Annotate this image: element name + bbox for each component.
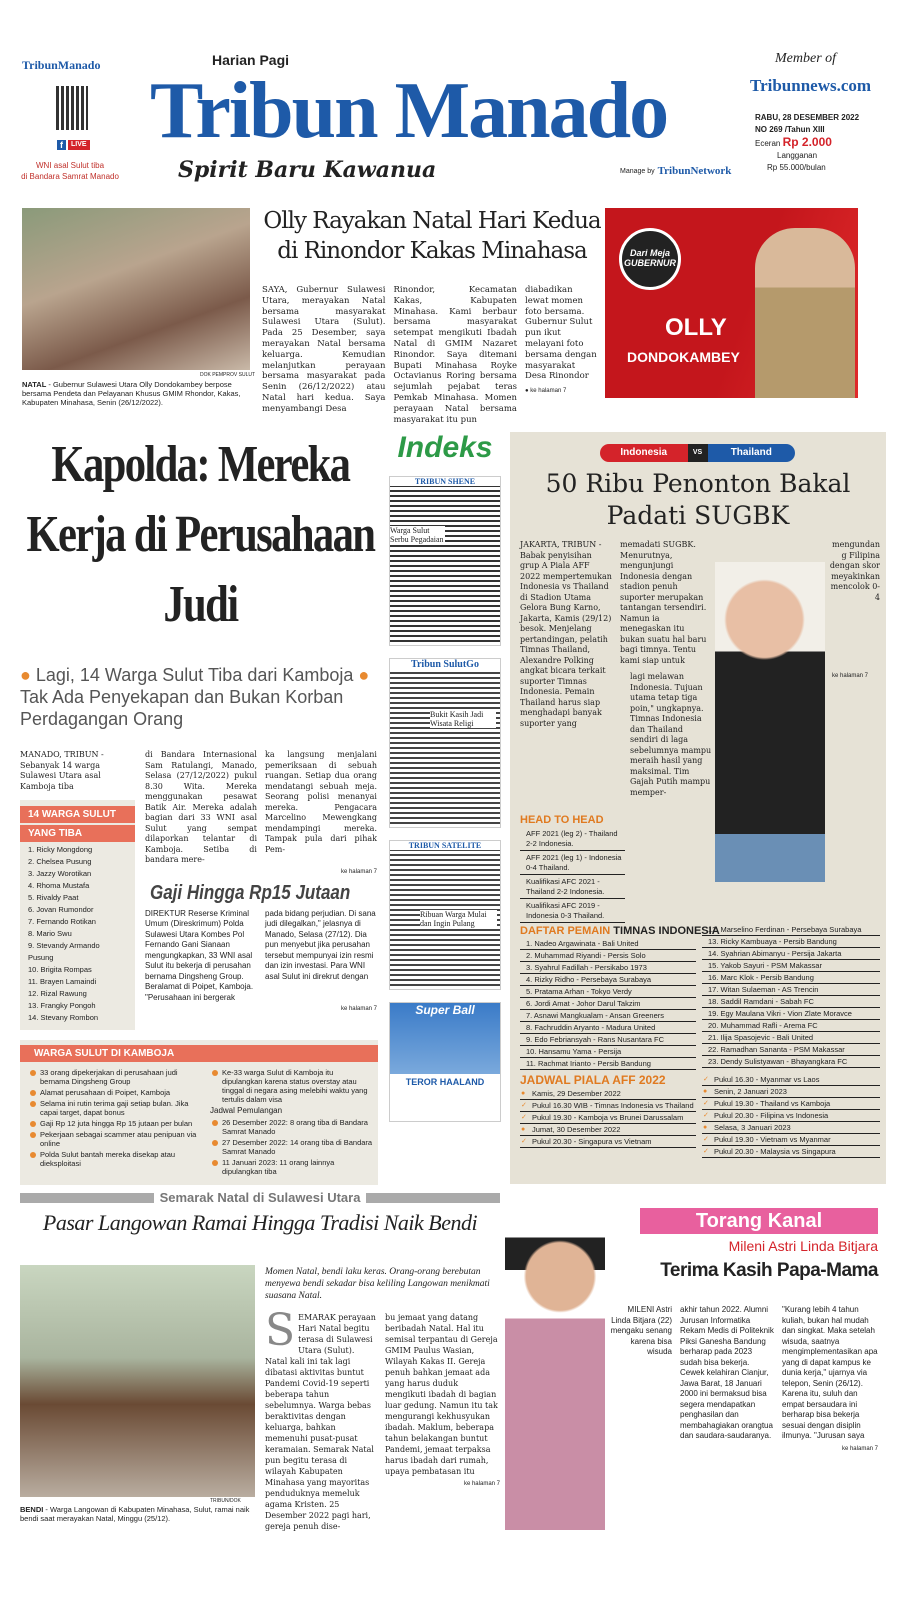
- schedule-match: [702, 1074, 880, 1086]
- schedule-item: 27 Desember 2022: 14 orang tiba di Bandara Samrat Manado: [210, 1138, 374, 1156]
- arrival-name: 5. Rivaldy Paat: [28, 893, 79, 902]
- kapolda-headline[interactable]: Kapolda: Mereka Kerja di Perusahaan Judi: [26, 436, 375, 633]
- indeks-column: [385, 430, 505, 1180]
- schedule-day: [520, 1124, 696, 1136]
- index-page-thumb[interactable]: [389, 1002, 501, 1122]
- arrival-name: 6. Jovan Rumondor: [28, 905, 94, 914]
- indeks-title: Indeks: [397, 431, 493, 464]
- fact-item: Alamat perusahaan di Poipet, Kamboja: [28, 1088, 204, 1097]
- subhead: Lagi, 14 Warga Sulut Tiba dari Kamboja: [35, 665, 354, 685]
- squad-player: 17. Witan Sulaeman - AS Trencin: [702, 984, 880, 996]
- index-page-headline: Warga Sulut Serbu Pegadaian: [390, 526, 444, 544]
- bullet-icon: ●: [358, 665, 370, 685]
- schedule-item: 11 Januari 2023: 11 orang lainnya dipulangkan tiba: [210, 1158, 374, 1176]
- facebook-icon: f: [57, 140, 66, 150]
- schedule-text: Jumat, 30 Desember 2022: [532, 1125, 621, 1134]
- check-icon: ✓: [521, 1102, 527, 1109]
- schedule-text: Pukul 19.30 - Kamboja vs Brunei Darussalam: [532, 1113, 684, 1122]
- kapolda-main-column: [145, 750, 377, 1014]
- bullet-icon: ●: [703, 1124, 708, 1131]
- schedule-text: Senin, 2 Januari 2023: [714, 1087, 787, 1096]
- torang-headline[interactable]: Terima Kasih Papa-Mama: [660, 1260, 878, 1281]
- schedule-text: Pukul 16.30 WIB - Timnas Indonesia vs Thailand: [532, 1101, 694, 1110]
- torang-name: Mileni Astri Linda Bitjara: [728, 1238, 878, 1254]
- index-page-title: Tribun SulutGo: [390, 659, 500, 670]
- schedule-match: [702, 1110, 880, 1122]
- index-page-thumb[interactable]: [389, 658, 501, 828]
- photo-caption: [20, 1505, 255, 1523]
- squad-player: 18. Saddil Ramdani - Sabah FC: [702, 996, 880, 1008]
- squad-player: 13. Ricky Kambuaya - Persib Bandung: [702, 936, 880, 948]
- torang-col2: akhir tahun 2022. Alumni Jurusan Informatika Rekam Medis di Politeknik Piksi Ganesha Bandung berharap pada 2023 sudah bisa bekerja. Cewek kelahiran Cianjur, Jawa Barat, 18 Januari 2000 ini bermaksud bisa segera mendapatkan penghasilan dan membahagiakan orangtua dan saudara-saudaranya.: [680, 1305, 774, 1440]
- live-label: LIVE: [68, 140, 90, 150]
- check-icon: ✓: [703, 1148, 709, 1155]
- top-headline[interactable]: Olly Rayakan Natal Hari Kedua di Rinondor Kakas Minahasa: [263, 208, 601, 264]
- arrival-name: 10. Brigita Rompas: [28, 965, 92, 974]
- schedule-text: Selasa, 3 Januari 2023: [714, 1123, 791, 1132]
- squad-player: 16. Marc Klok - Persib Bandung: [702, 972, 880, 984]
- schedule-list: [210, 1118, 374, 1176]
- check-icon: ✓: [703, 1136, 709, 1143]
- index-page-thumb[interactable]: [389, 840, 501, 990]
- natal-col1: [265, 1305, 378, 1532]
- caption-text: - Warga Langowan di Kabupaten Minahasa, Sulut, ramai naik bendi saat merayakan Natal, Minggu (25/12).: [20, 1505, 250, 1523]
- member-of: Member of: [775, 51, 837, 66]
- arrival-name: 1. Ricky Mongdong: [28, 845, 93, 854]
- sports-col1: JAKARTA, TRIBUN - Babak penyisihan grup A Piala AFF 2022 mempertemukan Indonesia vs Thailand di Stadion Utama Gelora Bung Karno, Jakarta, Kamis (29/12) besok. Menjelang pertandingan, pelatih Timnas Thailand, Alexandre Polking angkat bicara terkait suporter Timnas Indonesia. Pemain Thailand harus siap menghadapi banyak suporter yang: [520, 540, 612, 728]
- tribunnews-logo[interactable]: Tribunnews.com: [750, 76, 872, 95]
- squad-player: 22. Ramadhan Sananta - PSM Makassar: [702, 1044, 880, 1056]
- team-thailand: Thailand: [708, 444, 796, 462]
- schedule-label: Jadwal Pemulangan: [210, 1106, 283, 1115]
- schedule-list-left: [520, 1088, 696, 1148]
- squad-player: 5. Pratama Arhan - Tokyo Verdy: [520, 986, 696, 998]
- promo-text[interactable]: [10, 160, 130, 182]
- squad-player: 4. Rizky Ridho - Persebaya Surabaya: [520, 974, 696, 986]
- tribun-network-logo: TribunNetwork: [657, 165, 732, 177]
- h2h-item: Kualifikasi AFC 2021 - Thailand 2-2 Indonesia.: [520, 875, 625, 899]
- subscription-price: Rp 55.000/bulan: [767, 163, 826, 172]
- arrival-name: 8. Mario Swu: [28, 929, 72, 938]
- fact-item: Gaji Rp 12 juta hingga Rp 15 jutaan per bulan: [28, 1119, 204, 1128]
- caption-lead: BENDI: [20, 1505, 44, 1514]
- arrival-name: 12. Rizal Rawung: [28, 989, 87, 998]
- kapolda-intro: MANADO, TRIBUN - Sebanyak 14 warga Sulawesi Utara asal Kamboja tiba: [20, 750, 104, 791]
- kamboja-facts: [28, 1068, 204, 1170]
- bullet-icon: ●: [20, 665, 36, 685]
- governor-last-name: DONDOKAMBEY: [627, 349, 740, 365]
- arrival-name: 2. Chelsea Pusung: [28, 857, 92, 866]
- divider: [20, 1193, 154, 1203]
- schedule-text: Kamis, 29 Desember 2022: [532, 1089, 621, 1098]
- fact-item: Selama ini rutin terima gaji setiap bulan. Jika capai target, dapat bonus: [28, 1099, 204, 1117]
- index-page-headline: Ribuan Warga Mulai dan Ingin Pulang: [420, 910, 497, 928]
- governor-first-name: OLLY: [665, 314, 727, 341]
- jump-link[interactable]: ke halaman 7: [340, 1006, 377, 1012]
- h2h-item: Kualifikasi AFC 2019 - Indonesia 0-3 Thailand.: [520, 899, 625, 923]
- torang-col3: "Kurang lebih 4 tahun kuliah, bukan hal mudah dan singkat. Maka setelah wisuda, saatnya mengimplementasikan apa yang di dapat kampus ke dunia kerja," ujarnya via telepon, Senin (26/12). Karena itu, suluh dan empat bersaudara ini berharap bisa bekerja sesuai dengan disiplin ilmunya. "Jurusan saya: [782, 1305, 878, 1440]
- squad-list-left: [520, 938, 696, 1070]
- fact-item: Ke-33 warga Sulut di Kamboja itu dipulangkan karena status overstay atau tinggal di negara asing melebihi waktu yang tertulis dalam visa: [210, 1068, 374, 1104]
- squad-player: 15. Yakob Sayuri - PSM Makassar: [702, 960, 880, 972]
- arrival-name: 14. Stevany Rombon: [28, 1013, 99, 1022]
- arrival-name: 13. Frangky Pongoh: [28, 1001, 96, 1010]
- governor-photo: [755, 228, 855, 398]
- managed-by: [620, 165, 731, 177]
- fact-item: Polda Sulut bantah mereka disekap atau dieksploitasi: [28, 1150, 204, 1168]
- squad-player: 12. Marselino Ferdinan - Persebaya Surabaya: [702, 924, 880, 936]
- squad-list-right: [702, 924, 880, 1068]
- arrivals-box: [20, 800, 135, 1030]
- natal-headline[interactable]: Pasar Langowan Ramai Hingga Tradisi Naik Bendi: [42, 1210, 478, 1235]
- promo-line: di Bandara Samrat Manado: [21, 172, 119, 181]
- section-title: Semarak Natal di Sulawesi Utara: [159, 1190, 361, 1205]
- index-page-headline: TEROR HAALAND: [405, 1077, 485, 1087]
- box-title: 14 WARGA SULUT: [20, 806, 135, 823]
- squad-player: 23. Dendy Sulistyawan - Bhayangkara FC: [702, 1056, 880, 1068]
- kapolda-col3: ka langsung menjalani pemeriksaan di sebuah ruangan. Setiap dua orang mendatangi sebuah meja. Seorang polisi menanyai mereka. Pengacara Marcelino Mewengkang mendampingi mereka. Tampak pula dari pihak Pem-: [265, 750, 377, 854]
- sports-col4: lagi melawan Indonesia. Tujuan utama tetap tiga poin," ungkapnya. Timnas Indonesia dan Thailand sendiri di laga sebelumnya mampu meraih hasil yang maksimal. Tim Gajah Putih mampu memper-: [630, 672, 712, 797]
- edition-info: [755, 112, 859, 174]
- box-title: WARGA SULUT DI KAMBOJA: [20, 1045, 378, 1062]
- torang-kanal-banner: Torang Kanal: [640, 1208, 878, 1234]
- gaji-heading: Gaji Hingga Rp15 Jutaan: [150, 881, 351, 904]
- body-column: SAYA, Gubernur Sulawesi Utara, merayakan Natal bersama masyarakat Sulawesi Utara (Sulut). Pada 25 Desember, saya merayakan Natal bersama keluarga. Kemudian melanjutkan perayaan bersama masyarakat pada Senin (26/12/2022) atau Natal hari kedua. Saya menyambangi Desa: [262, 285, 386, 414]
- facebook-live-badge[interactable]: [57, 140, 90, 150]
- schedule-title: JADWAL PIALA AFF 2022: [520, 1073, 666, 1087]
- squad-player: 9. Edo Febriansyah - Rans Nusantara FC: [520, 1034, 696, 1046]
- schedule-day: [702, 1086, 880, 1098]
- kapolda-subheads: [20, 664, 380, 730]
- arrivals-list: [20, 842, 135, 1026]
- bendi-photo: [20, 1265, 255, 1497]
- body-column: Rinondor, Kecamatan Kakas, Kabupaten Minahasa. Kami berbaur bersama masyarakat setempat mengikuti Ibadah Natal di GMIM Nazaret Rinondor. Saya ditemani Bupati Minahasa Royke Octavianus Roring bersama sejumlah pejabat teras Pemkab Minahasa. Momen perayaan Natal bersama masyarakat itu pun: [393, 285, 517, 425]
- jump-link[interactable]: ke halaman 7: [463, 1481, 500, 1487]
- schedule-day: [520, 1088, 696, 1100]
- jump-link[interactable]: ke halaman 7: [841, 1445, 878, 1452]
- sports-col3: mengundang Filipina dengan skor meyakinkan mencolok 0-4: [829, 540, 880, 602]
- squad-right-column: [702, 924, 880, 1158]
- jump-link[interactable]: ● ke halaman 7: [525, 388, 567, 395]
- fact-item: 33 orang dipekerjakan di perusahaan judi bernama Dingsheng Group: [28, 1068, 204, 1086]
- schedule-text: Pukul 20.30 - Malaysia vs Singapura: [714, 1147, 836, 1156]
- squad-player: 3. Syahrul Fadillah - Persikabo 1973: [520, 962, 696, 974]
- schedule-match: [702, 1146, 880, 1158]
- price-label: Eceran: [755, 139, 781, 148]
- squad-player: 19. Egy Maulana Vikri - Vion Zlate Moravce: [702, 1008, 880, 1020]
- team-indonesia: Indonesia: [600, 444, 688, 462]
- squad-player: 8. Fachruddin Aryanto - Madura United: [520, 1022, 696, 1034]
- schedule-match: [520, 1100, 696, 1112]
- squad-player: 6. Jordi Amat - Johor Darul Takzim: [520, 998, 696, 1010]
- torang-col1: MILENI Astri Linda Bitjara (22) mengaku senang karena bisa wisuda: [610, 1305, 672, 1356]
- schedule-item: 26 Desember 2022: 8 orang tiba di Bandara Samrat Manado: [210, 1118, 374, 1136]
- schedule-text: Pukul 16.30 - Myanmar vs Laos: [714, 1075, 820, 1084]
- photo-credit: TRIBUN/DOK: [210, 1498, 241, 1504]
- fact-item: Pekerjaan sebagai scammer atau penipuan via online: [28, 1130, 204, 1148]
- arrival-name: 4. Rhoma Mustafa: [28, 881, 90, 890]
- subhead: Tak Ada Penyekapan dan Bukan Korban Perdagangan Orang: [20, 687, 344, 729]
- small-logo: TribunManado: [22, 58, 101, 72]
- schedule-text: Pukul 19.30 - Thailand vs Kamboja: [714, 1099, 831, 1108]
- squad-player: 21. Ilija Spasojevic - Bali United: [702, 1032, 880, 1044]
- index-page-headline: Bukit Kasih Jadi Wisata Religi: [430, 710, 496, 728]
- price: Rp 2.000: [782, 135, 832, 149]
- natal-group-photo: [22, 208, 250, 370]
- squad-player: 2. Muhammad Riyandi - Persis Solo: [520, 950, 696, 962]
- index-page-title: Super Ball: [415, 1003, 475, 1017]
- match-banner: [600, 444, 795, 462]
- kamboja-box: [20, 1040, 378, 1185]
- squad-left-column: [520, 924, 720, 1148]
- caption-text: - Gubernur Sulawesi Utara Olly Dondokambey berpose bersama Pendeta dan Pelayanan Khusus GMIM Rhondor, Kakas, Kabupaten Minahasa, Senin (26/12/2022).: [22, 380, 241, 407]
- schedule-text: Pukul 19.30 - Vietnam vs Myanmar: [714, 1135, 831, 1144]
- bullet-icon: ●: [521, 1090, 526, 1097]
- drop-cap: S: [265, 1305, 296, 1356]
- bullet-icon: ●: [703, 1088, 708, 1095]
- gaji-col2: pada bidang perjudian. Di sana judi dilegalkan," jelasnya di Manado, Selasa (27/12). Dia pun menyebut jika perusahan tersebut mempunyai izin resmi dan izin investasi. Para WNI asal Sulut ini direkrut dengan: [265, 908, 376, 981]
- sports-headline[interactable]: 50 Ribu Penonton Bakal Padati SUGBK: [545, 469, 851, 530]
- arrival-name: 11. Brayen Lamaindi: [28, 977, 97, 986]
- schedule-list-right: [702, 1074, 880, 1158]
- head-to-head: [520, 814, 625, 923]
- squad-player: 10. Hansamu Yama - Persija: [520, 1046, 696, 1058]
- squad-player: 20. Muhammad Rafli - Arema FC: [702, 1020, 880, 1032]
- box-title: YANG TIBA: [20, 825, 135, 842]
- h2h-item: AFF 2021 (leg 1) - Indonesia 0-4 Thailand.: [520, 851, 625, 875]
- schedule-text: Pukul 20.30 - Filipina vs Indonesia: [714, 1111, 829, 1120]
- caption-lead: NATAL: [22, 380, 47, 389]
- schedule-match: [520, 1112, 696, 1124]
- top-story-body: [262, 285, 597, 425]
- divider: [366, 1193, 500, 1203]
- governor-promo[interactable]: [605, 208, 858, 398]
- arrival-name: 9. Stevandy Armando Pusung: [28, 941, 100, 962]
- squad-player: 7. Asnawi Mangkualam - Ansan Greeners: [520, 1010, 696, 1022]
- squad-title: [520, 924, 720, 938]
- gaji-col1: DIREKTUR Reserse Kriminal Umum (Direskrimum) Polda Sulawesi Utara Kombes Pol Fernando Gani Sianaan mengungkapkan, 33 WNI asal Sulut itu bekerja di perusahan bernama Dingsheng Group. Beralamat di Poipet, Kamboja. "Perusahaan ini bergerak: [145, 908, 254, 1002]
- kapolda-col2: di Bandara Internasional Sam Ratulangi, Manado, Selasa (27/12/2022) pukul 8.30 Wita. Mereka menggunakan pesawat Batik Air. Mereka adalah bagian dari 33 WNI asal Sulut yang sempat dilaporkan telantar di Kamboja. Setiba di bandara mere-: [145, 750, 257, 864]
- squad-title-a: DAFTAR PEMAIN: [520, 925, 614, 937]
- photo-caption: [22, 380, 250, 407]
- index-page-title: TRIBUN SHENE: [390, 477, 500, 486]
- managed-by-label: Manage by: [620, 167, 655, 175]
- graduate-photo: [505, 1205, 605, 1530]
- kicker: Harian Pagi: [212, 52, 290, 68]
- body-column: EMARAK perayaan Hari Natal begitu terasa di Sulawesi Utara (Sulut). Natal kali ini tak lagi dibatasi aktivitas buntut Pandemi Covid-19 seperti beberapa tahun sebelumnya. Warga bebas beraktivitas dengan keluarga, bahkan memenuhi pusat-pusat keramaian. Semarak Natal pun begitu terasa di wilayah Kabupaten Minahasa yang mayoritas penduduknya memeluk agama Kristen. 25 Desember 2022 pagi hari, gereja penuh dise-: [265, 1313, 376, 1531]
- sports-section: [510, 432, 886, 1184]
- squad-player: 11. Rachmat Irianto - Persib Bandung: [520, 1058, 696, 1070]
- natal-col2-wrap: [385, 1312, 500, 1489]
- masthead: [0, 0, 899, 200]
- qr-code-icon: [56, 86, 88, 130]
- subscription-label: Langganan: [777, 151, 818, 160]
- promo-line: WNI asal Sulut tiba: [35, 161, 105, 170]
- jump-link[interactable]: ke halaman 7: [340, 868, 377, 875]
- date: RABU, 28 DESEMBER 2022: [755, 113, 860, 122]
- index-page-title: TRIBUN SATELITE: [390, 841, 500, 850]
- check-icon: ✓: [521, 1114, 527, 1121]
- torang-col3-wrap: [782, 1305, 878, 1454]
- schedule-match: [702, 1134, 880, 1146]
- jump-link[interactable]: ke halaman 7: [832, 673, 869, 679]
- photo-credit: DOK PEMPROV SULUT: [200, 372, 256, 378]
- h2h-item: AFF 2021 (leg 2) - Thailand 2-2 Indonesia.: [520, 827, 625, 851]
- bullet-icon: ●: [521, 1126, 526, 1133]
- natal-lede: Momen Natal, bendi laku keras. Orang-orang berebutan menyewa bendi sekadar bisa keliling Langowan menikmati suasana Natal.: [265, 1267, 490, 1301]
- schedule-text: Pukul 20.30 - Singapura vs Vietnam: [532, 1137, 652, 1146]
- governor-badge: Dari Meja GUBERNUR: [619, 228, 681, 290]
- squad-player: 14. Syahrian Abimanyu - Persija Jakarta: [702, 948, 880, 960]
- tagline: Spirit Baru Kawanua: [178, 157, 437, 183]
- natal-col2: bu jemaat yang datang beribadah Natal. Hal itu semisal terpantau di Gereja GMIM Paulus Wasian, Wilayah Kakas II. Gereja penuh bahkan jemaat ada yang harus duduk mengikuti ibadah di bagian luar gedung. Namun itu tak mengurangi kekhusyukan ibadah. Maklum, beberapa tahun belakangan buntut Pandemi, jemaat terpaksa harus ibadah dari rumah, upaya pembatasan itu: [385, 1313, 498, 1476]
- index-page-thumb[interactable]: [389, 476, 501, 646]
- schedule-day: [702, 1122, 880, 1134]
- body-column: diabadikan lewat momen foto bersama. Gubernur Sulut pun ikut melayani foto bersama dengan masyarakat Desa Rinondor: [525, 285, 597, 382]
- check-icon: ✓: [703, 1076, 709, 1083]
- squad-player: 1. Nadeo Argawinata - Bali United: [520, 938, 696, 950]
- section-label: [20, 1190, 500, 1205]
- check-icon: ✓: [703, 1112, 709, 1119]
- schedule-match: [520, 1136, 696, 1148]
- h2h-title: HEAD TO HEAD: [520, 814, 604, 826]
- h2h-list: [520, 827, 625, 923]
- vs-icon: VS: [688, 444, 708, 462]
- sports-col2: memadati SUGBK. Menurutnya, mengunjungi Indonesia dengan stadion penuh suporter merupakan tantangan tersendiri. Namun ia menegaskan itu bukan suatu hal baru bagi timnya. Tentu kami siap untuk: [620, 540, 707, 665]
- arrival-name: 7. Fernando Rotikan: [28, 917, 96, 926]
- newspaper-title: Tribun Manado: [150, 67, 668, 155]
- squad-title-b: TIMNAS INDONESIA: [613, 925, 720, 937]
- issue-number: NO 269 /Tahun XIII: [755, 125, 825, 134]
- check-icon: ✓: [521, 1138, 527, 1145]
- check-icon: ✓: [703, 1100, 709, 1107]
- coach-photo: [715, 562, 825, 882]
- arrival-name: 3. Jazzy Worotikan: [28, 869, 92, 878]
- schedule-match: [702, 1098, 880, 1110]
